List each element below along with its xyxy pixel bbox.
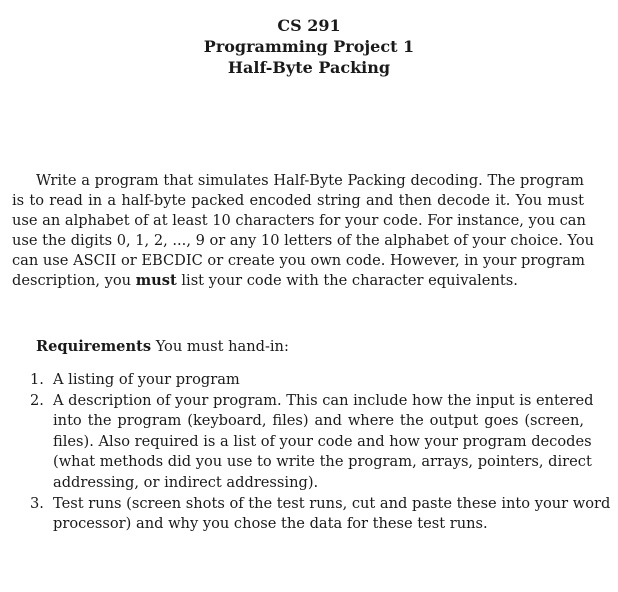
- intro-line: [12, 271, 584, 291]
- item-line: addressing, or indirect addressing).: [53, 473, 319, 491]
- item-line: A listing of your program: [53, 371, 240, 388]
- requirements-heading: [36, 337, 289, 357]
- item-line: Test runs (screen shots of the test runs, cut and paste these into your word: [53, 494, 611, 512]
- item-number: 3.: [30, 494, 44, 512]
- intro-paragraph: [12, 171, 595, 291]
- item-line: processor) and why you chose the data for these test runs.: [53, 515, 488, 533]
- list-item: [30, 391, 594, 494]
- intro-line: use an alphabet of at least 10 characters for your code. For instance, you can: [12, 212, 586, 229]
- item-number: 1.: [30, 371, 44, 388]
- project-title: Programming Project 1: [203, 37, 415, 56]
- requirements-list: [30, 370, 611, 535]
- requirements-label: Requirements: [36, 338, 152, 355]
- item-line: into the program (keyboard, files) and where the output goes (screen,: [53, 412, 584, 430]
- list-item: [30, 494, 611, 535]
- item-line: (what methods did you use to write the program, arrays, pointers, direct: [53, 453, 592, 471]
- emphasis-must: must: [135, 272, 177, 289]
- intro-line: use the digits 0, 1, 2, ..., 9 or any 10 letters of the alphabet of your choice. You: [12, 232, 595, 249]
- item-line: files). Also required is a list of your code and how your program decodes: [53, 432, 592, 450]
- document-title: [0, 15, 618, 78]
- item-number: 2.: [30, 391, 44, 409]
- course-code: CS 291: [277, 16, 341, 35]
- intro-line: can use ASCII or EBCDIC or create you own code. However, in your program: [12, 252, 585, 269]
- intro-line: Write a program that simulates Half-Byte Packing decoding. The program: [36, 172, 584, 189]
- intro-text: list your code with the character equivalents.: [181, 272, 518, 289]
- intro-text: description, you: [12, 272, 132, 289]
- item-line: A description of your program. This can include how the input is entered: [53, 391, 594, 409]
- requirements-subheading: You must hand-in:: [155, 338, 289, 355]
- intro-line: is to read in a half-byte packed encoded string and then decode it. You must: [12, 192, 584, 209]
- project-topic: Half-Byte Packing: [227, 58, 391, 77]
- list-item: [30, 370, 584, 391]
